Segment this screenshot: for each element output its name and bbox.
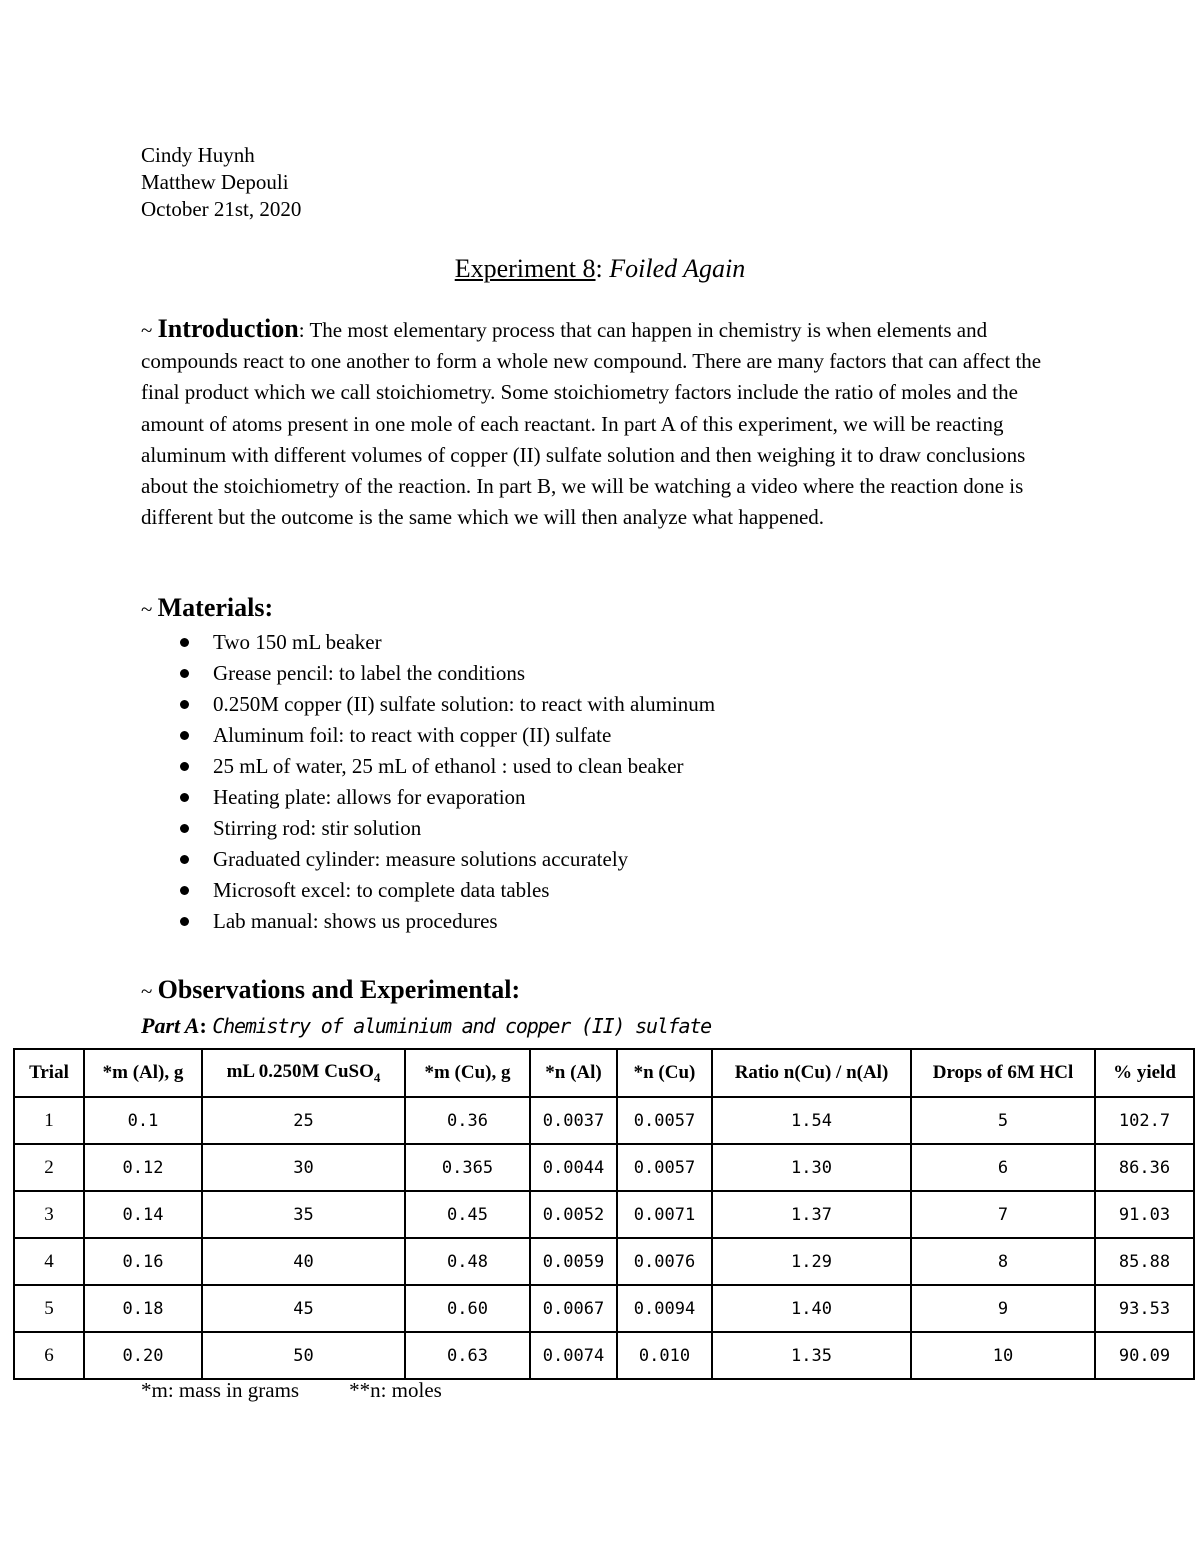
table-cell: 6: [911, 1144, 1095, 1191]
table-row: [14, 1238, 1194, 1285]
table-cell: 0.0059: [530, 1238, 617, 1285]
table-cell: 0.010: [617, 1332, 712, 1379]
table-row: [14, 1285, 1194, 1332]
bullet-icon: [180, 669, 189, 678]
table-cell: 0.0044: [530, 1144, 617, 1191]
table-cell: 50: [202, 1332, 405, 1379]
list-item: [178, 658, 715, 689]
list-item-text: Graduated cylinder: measure solutions accurately: [213, 847, 629, 871]
list-item: [178, 627, 715, 658]
table-cell: 0.0067: [530, 1285, 617, 1332]
table-cell: 10: [911, 1332, 1095, 1379]
column-header-mass-cu: *m (Cu), g: [405, 1049, 530, 1097]
list-item: [178, 782, 715, 813]
table-cell: 0.0076: [617, 1238, 712, 1285]
list-item: [178, 751, 715, 782]
list-item: [178, 720, 715, 751]
bullet-icon: [180, 638, 189, 647]
table-cell-trial: 1: [14, 1097, 84, 1144]
intro-heading: Introduction: [157, 314, 299, 343]
observations-tilde: ~: [141, 979, 153, 1003]
bullet-icon: [180, 793, 189, 802]
table-cell: 0.0094: [617, 1285, 712, 1332]
table-cell: 0.18: [84, 1285, 202, 1332]
table-cell-trial: 2: [14, 1144, 84, 1191]
table-cell-trial: 5: [14, 1285, 84, 1332]
table-cell: 45: [202, 1285, 405, 1332]
bullet-icon: [180, 917, 189, 926]
intro-tilde: ~: [141, 318, 153, 342]
data-table: [13, 1048, 1195, 1380]
list-item-text: Lab manual: shows us procedures: [213, 909, 498, 933]
observations-heading-label: Observations and Experimental:: [157, 975, 521, 1004]
experiment-subtitle: Foiled Again: [609, 254, 746, 283]
experiment-number: Experiment 8: [454, 254, 596, 283]
table-cell: 85.88: [1095, 1238, 1194, 1285]
column-header-drops-hcl: Drops of 6M HCl: [911, 1049, 1095, 1097]
footnote-moles: **n: moles: [349, 1378, 442, 1402]
bullet-icon: [180, 855, 189, 864]
table-cell: 0.1: [84, 1097, 202, 1144]
table-row: [14, 1097, 1194, 1144]
table-cell: 0.12: [84, 1144, 202, 1191]
page-title: [0, 254, 1200, 284]
bullet-icon: [180, 700, 189, 709]
table-cell: 40: [202, 1238, 405, 1285]
table-cell: 35: [202, 1191, 405, 1238]
table-cell: 0.45: [405, 1191, 530, 1238]
table-cell: 8: [911, 1238, 1095, 1285]
bullet-icon: [180, 762, 189, 771]
table-cell: 1.35: [712, 1332, 911, 1379]
table-cell: 86.36: [1095, 1144, 1194, 1191]
list-item-text: Two 150 mL beaker: [213, 630, 382, 654]
table-cell: 91.03: [1095, 1191, 1194, 1238]
materials-heading-label: Materials:: [157, 593, 274, 622]
table-cell-trial: 4: [14, 1238, 84, 1285]
list-item-text: 0.250M copper (II) sulfate solution: to react with aluminum: [213, 692, 716, 716]
table-cell: 1.40: [712, 1285, 911, 1332]
list-item-text: Grease pencil: to label the conditions: [213, 661, 525, 685]
column-header-volume-subscript: 4: [373, 1069, 381, 1085]
list-item-text: Aluminum foil: to react with copper (II) sulfate: [213, 723, 612, 747]
intro-separator: :: [298, 318, 305, 342]
column-header-volume-cuso4: [202, 1049, 405, 1097]
table-cell: 0.0071: [617, 1191, 712, 1238]
table-cell: 1.30: [712, 1144, 911, 1191]
author-name: Matthew Depouli: [141, 170, 289, 194]
introduction-section: [141, 313, 1061, 533]
column-header-moles-al: *n (Al): [530, 1049, 617, 1097]
table-cell: 0.0074: [530, 1332, 617, 1379]
table-cell: 30: [202, 1144, 405, 1191]
table-cell: 0.16: [84, 1238, 202, 1285]
author-block: [141, 142, 301, 223]
title-separator: :: [595, 254, 603, 283]
table-row: [14, 1332, 1194, 1379]
part-a-description: Chemistry of aluminium and copper (II) sulfate: [212, 1014, 711, 1038]
table-cell-trial: 6: [14, 1332, 84, 1379]
table-cell: 0.0057: [617, 1097, 712, 1144]
table-cell: 0.0052: [530, 1191, 617, 1238]
table-cell: 0.60: [405, 1285, 530, 1332]
part-a-heading: [141, 1013, 711, 1039]
part-a-label: Part A: [141, 1013, 200, 1038]
column-header-trial: Trial: [14, 1049, 84, 1097]
table-cell: 102.7: [1095, 1097, 1194, 1144]
materials-heading: [141, 593, 273, 623]
report-date: October 21st, 2020: [141, 197, 302, 221]
list-item: [178, 906, 715, 937]
table-cell: 9: [911, 1285, 1095, 1332]
list-item-text: Stirring rod: stir solution: [213, 816, 422, 840]
footnote-mass: *m: mass in grams: [141, 1378, 300, 1402]
column-header-mass-al: *m (Al), g: [84, 1049, 202, 1097]
bullet-icon: [180, 731, 189, 740]
table-row: [14, 1144, 1194, 1191]
table-cell: 1.37: [712, 1191, 911, 1238]
materials-tilde: ~: [141, 597, 153, 621]
list-item-text: Microsoft excel: to complete data tables: [213, 878, 550, 902]
table-header-row: [14, 1049, 1194, 1097]
table-cell: 0.365: [405, 1144, 530, 1191]
list-item: [178, 875, 715, 906]
list-item-text: Heating plate: allows for evaporation: [213, 785, 526, 809]
table-cell: 90.09: [1095, 1332, 1194, 1379]
observations-heading: [141, 975, 520, 1005]
column-header-moles-cu: *n (Cu): [617, 1049, 712, 1097]
table-cell: 7: [911, 1191, 1095, 1238]
column-header-volume-text: mL 0.250M CuSO: [226, 1060, 374, 1082]
table-cell: 0.0037: [530, 1097, 617, 1144]
table-cell: 0.36: [405, 1097, 530, 1144]
table-cell: 1.29: [712, 1238, 911, 1285]
table-cell: 0.20: [84, 1332, 202, 1379]
table-cell: 0.14: [84, 1191, 202, 1238]
part-a-colon: :: [199, 1013, 207, 1038]
column-header-ratio: Ratio n(Cu) / n(Al): [712, 1049, 911, 1097]
table-row: [14, 1191, 1194, 1238]
table-cell: 25: [202, 1097, 405, 1144]
bullet-icon: [180, 824, 189, 833]
table-cell: 5: [911, 1097, 1095, 1144]
bullet-icon: [180, 886, 189, 895]
table-cell-trial: 3: [14, 1191, 84, 1238]
list-item: [178, 844, 715, 875]
table-cell: 0.63: [405, 1332, 530, 1379]
list-item: [178, 689, 715, 720]
intro-text: The most elementary process that can happen in chemistry is when elements and compounds react to one another to form a whole new compound. There are many factors that can affect the final product which we call stoichiometry. Some stoichiometry factors include the ratio of moles and the amount of atoms present in one mole of each reactant. In part A of this experiment, we will be reacting aluminum with different volumes of copper (II) sulfate solution and then weighing it to draw conclusions about the stoichiometry of the reaction. In part B, we will be watching a video where the reaction done is different but the outcome is the same which we will then analyze what happened.: [141, 318, 1042, 530]
table-cell: 0.48: [405, 1238, 530, 1285]
list-item: [178, 813, 715, 844]
table-cell: 93.53: [1095, 1285, 1194, 1332]
materials-list: [178, 627, 715, 937]
table-cell: 0.0057: [617, 1144, 712, 1191]
column-header-yield: % yield: [1095, 1049, 1194, 1097]
table-footnote: [141, 1378, 442, 1403]
author-name: Cindy Huynh: [141, 143, 255, 167]
list-item-text: 25 mL of water, 25 mL of ethanol : used to clean beaker: [213, 754, 684, 778]
table-cell: 1.54: [712, 1097, 911, 1144]
